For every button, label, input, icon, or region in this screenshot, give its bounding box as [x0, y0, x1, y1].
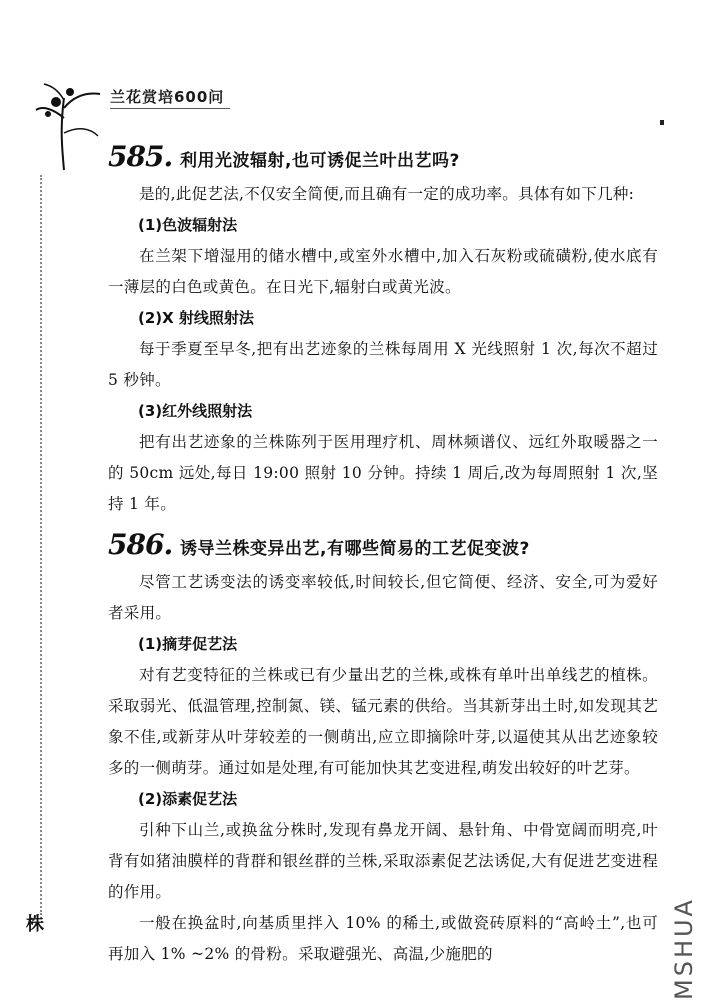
watermark: MSHUA	[670, 897, 698, 1000]
question-heading	[108, 140, 658, 173]
method-heading: (1)摘芽促艺法	[138, 635, 238, 653]
answer-intro: 是的,此促艺法,不仅安全简便,而且确有一定的成功率。具体有如下几种:	[139, 185, 635, 203]
running-head: 兰花赏培600问	[110, 88, 225, 106]
corner-mark	[660, 120, 664, 125]
method-heading: (2)X 射线照射法	[138, 309, 254, 327]
orchid-ornament-icon	[34, 78, 104, 173]
method-body: 引种下山兰,或换盆分株时,发现有鼻龙开阔、悬针角、中骨宽阔而明亮,叶背有如猪油膜样的背群和银丝群的兰株,采取添素促艺法诱促,大有促进艺变进程的作用。	[108, 821, 658, 901]
question-585	[108, 140, 658, 520]
method-body-continued: 一般在换盆时,向基质里拌入 10% 的稀土,或做瓷砖原料的“高岭土”,也可再加入 1% ~2% 的骨粉。采取避强光、高温,少施肥的	[108, 914, 658, 963]
question-number: 586.	[108, 528, 173, 561]
question-586	[108, 528, 658, 970]
method-body: 把有出艺迹象的兰株陈列于医用理疗机、周林频谱仪、远红外取暖器之一的 50cm 远处,每日 19:00 照射 10 分钟。持续 1 周后,改为每周照射 1 次,坚持 1 年。	[108, 433, 658, 513]
margin-dotted-line	[40, 175, 42, 915]
method-body: 对有艺变特征的兰株或已有少量出艺的兰株,或株有单叶出单线艺的植株。采取弱光、低温管理,控制氮、镁、锰元素的供给。当其新芽出土时,如发现其艺象不佳,或新芽从叶芽较差的一侧萌出,应立即摘除叶芽,以逼使其从出艺迹象较多的一侧萌芽。通过如是处理,有可能加快其艺变进程,萌发出较好的叶艺芽。	[108, 666, 658, 777]
method-body: 每于季夏至早冬,把有出艺迹象的兰株每周用 X 光线照射 1 次,每次不超过 5 秒钟。	[108, 340, 658, 389]
method-heading: (3)红外线照射法	[138, 402, 253, 420]
question-heading	[108, 528, 658, 561]
method-heading: (2)添素促艺法	[138, 790, 238, 808]
header-rule	[110, 108, 230, 109]
answer-intro: 尽管工艺诱变法的诱变率较低,时间较长,但它简便、经济、安全,可为爱好者采用。	[108, 573, 658, 622]
question-title: 诱导兰株变异出艺,有哪些简易的工艺促变波?	[180, 539, 530, 559]
method-heading: (1)色波辐射法	[138, 216, 238, 234]
page-marker: 株	[26, 914, 44, 935]
question-title: 利用光波辐射,也可诱促兰叶出艺吗?	[180, 151, 460, 171]
main-text	[108, 140, 658, 970]
question-number: 585.	[108, 140, 173, 173]
method-body: 在兰架下增湿用的储水槽中,或室外水槽中,加入石灰粉或硫磺粉,使水底有一薄层的白色或黄色。在日光下,辐射白或黄光波。	[108, 247, 658, 296]
